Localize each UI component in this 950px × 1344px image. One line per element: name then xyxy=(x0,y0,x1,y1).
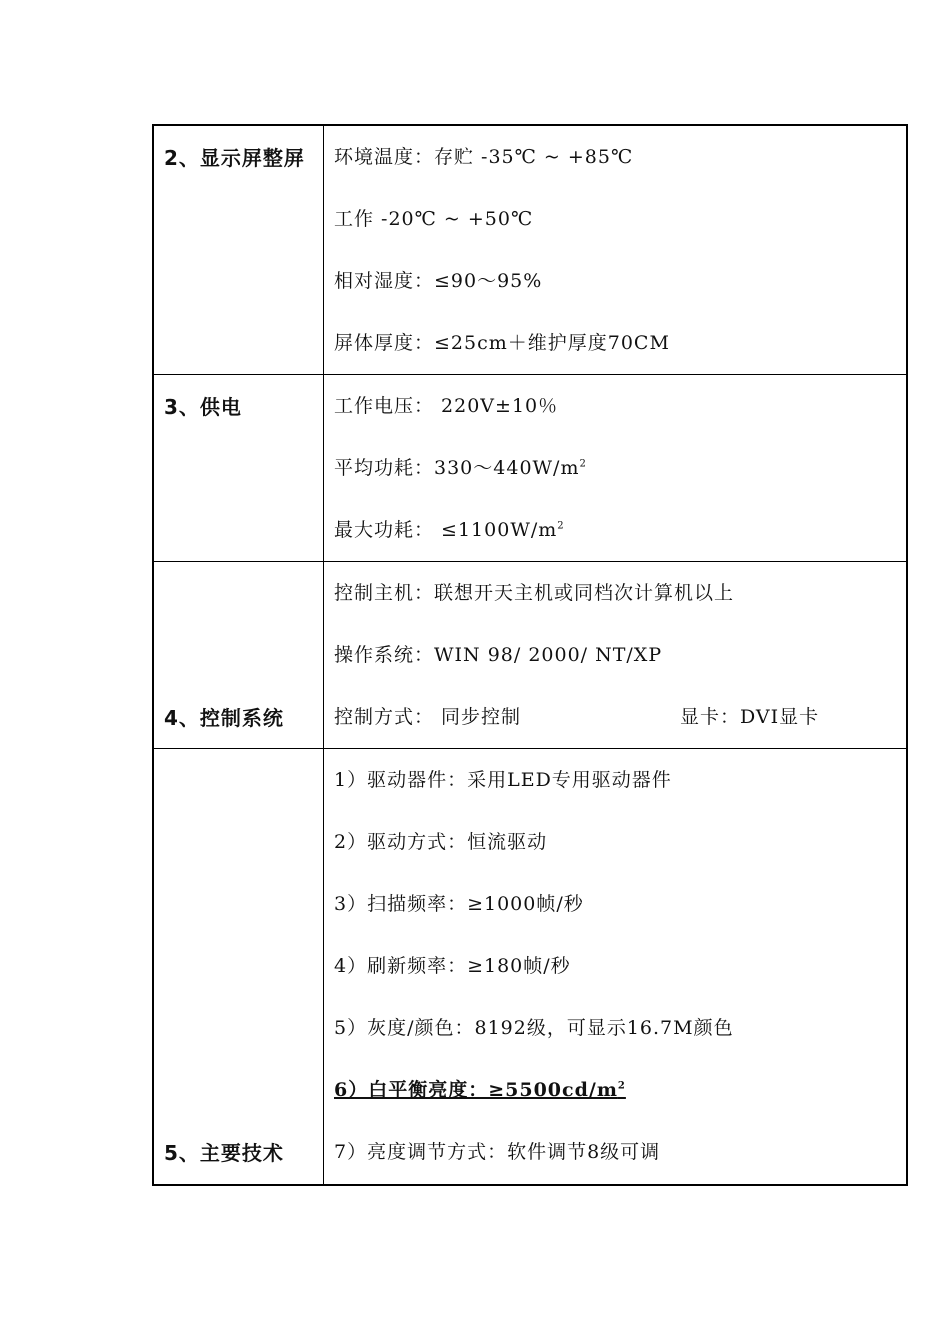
row-content xyxy=(324,562,906,748)
gpu-spec: 显卡：DVI显卡 xyxy=(680,706,820,728)
table-row xyxy=(154,748,906,1184)
spec-line: 1）驱动器件：采用LED专用驱动器件 xyxy=(334,769,672,791)
row-label-text: 2、显示屏整屏 xyxy=(164,146,305,170)
row-content xyxy=(324,749,906,1184)
row-label xyxy=(154,562,324,748)
row-label-text: 4、控制系统 xyxy=(164,706,284,730)
spec-table xyxy=(152,124,908,1186)
spec-line: 屏体厚度：≤25cm＋维护厚度70CM xyxy=(334,332,670,354)
spec-line-text: 6）白平衡亮度：≥5500cd/m xyxy=(334,1079,618,1101)
table-row xyxy=(154,374,906,561)
row-label-text: 5、主要技术 xyxy=(164,1141,284,1165)
spec-line-highlighted xyxy=(334,1075,626,1102)
spec-line: 操作系统：WIN 98/ 2000/ NT/XP xyxy=(334,644,663,666)
superscript: 2 xyxy=(579,458,587,470)
spec-line: 控制主机：联想开天主机或同档次计算机以上 xyxy=(334,582,735,604)
table-row xyxy=(154,126,906,374)
spec-line: 2）驱动方式：恒流驱动 xyxy=(334,831,548,853)
superscript: 2 xyxy=(617,1080,626,1092)
spec-line: 工作电压： 220V±10％ xyxy=(334,395,559,417)
row-label xyxy=(154,126,324,374)
spec-line: 7）亮度调节方式：软件调节8级可调 xyxy=(334,1141,661,1163)
spec-line: 4）刷新频率：≥180帧/秒 xyxy=(334,955,571,977)
spec-line: 控制方式： 同步控制 xyxy=(334,706,522,728)
row-label xyxy=(154,749,324,1184)
spec-line: 3）扫描频率：≥1000帧/秒 xyxy=(334,893,584,915)
spec-line xyxy=(334,515,565,542)
row-content xyxy=(324,375,906,561)
spec-line-text: 最大功耗： ≤1100W/m xyxy=(334,519,558,541)
superscript: 2 xyxy=(557,520,565,532)
row-content xyxy=(324,126,906,374)
row-label xyxy=(154,375,324,561)
spec-line: 相对湿度：≤90～95% xyxy=(334,270,543,292)
spec-line xyxy=(334,453,587,480)
spec-line: 5）灰度/颜色：8192级，可显示16.7M颜色 xyxy=(334,1017,734,1039)
spec-line: 环境温度：存贮 -35℃ ~ +85℃ xyxy=(334,146,634,168)
spec-line-text: 平均功耗：330～440W/m xyxy=(334,457,580,479)
table-row xyxy=(154,561,906,748)
row-label-text: 3、供电 xyxy=(164,395,242,419)
spec-line: 工作 -20℃ ~ +50℃ xyxy=(334,208,534,230)
